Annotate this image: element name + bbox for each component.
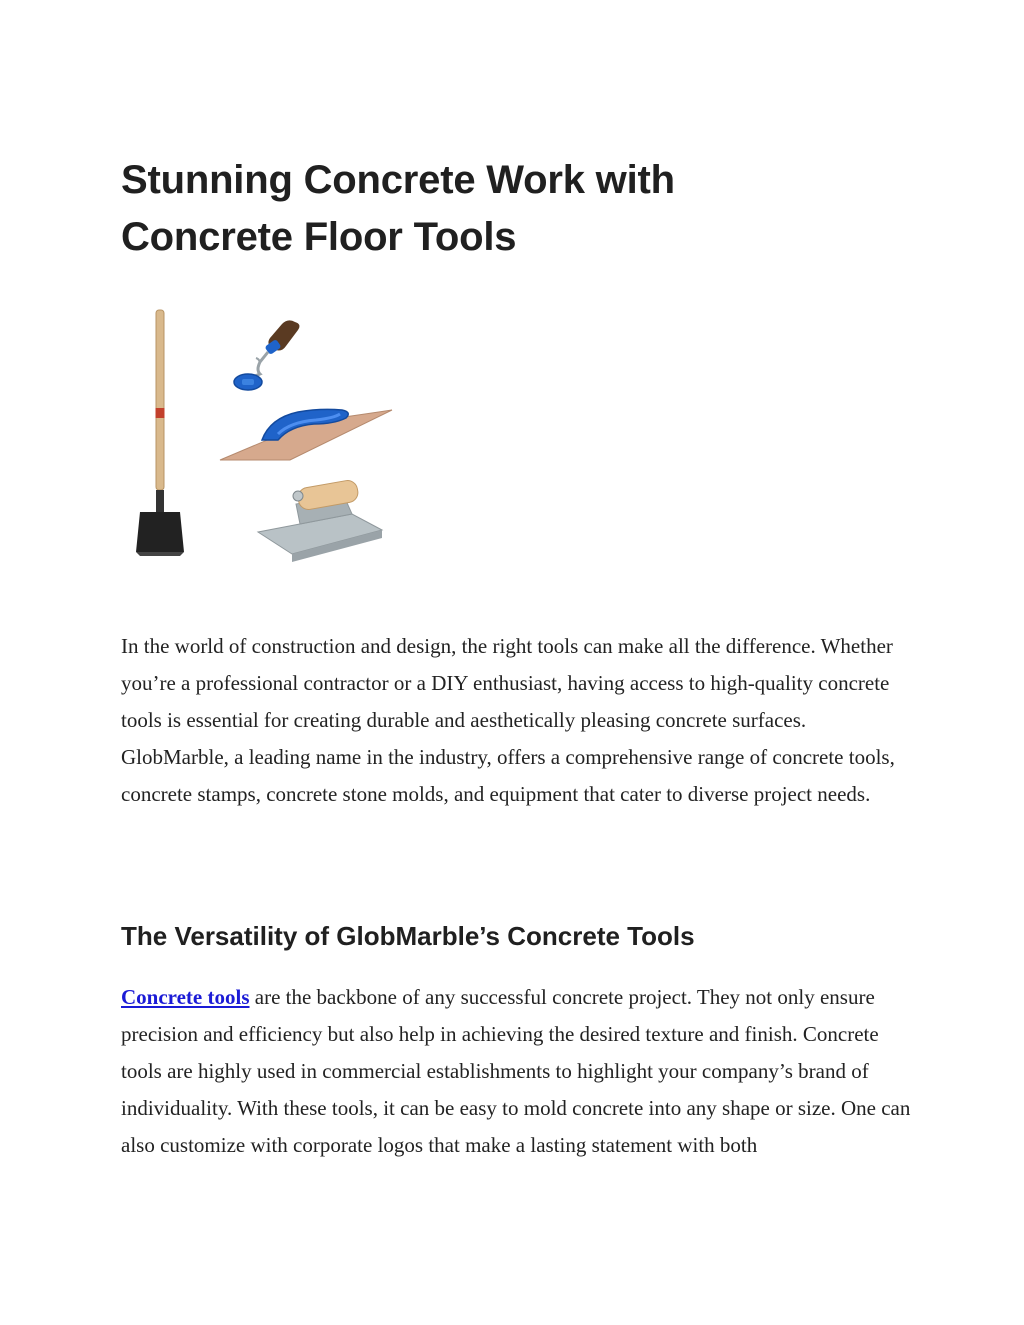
edging-roller-icon <box>234 320 299 390</box>
concrete-tools-link[interactable]: Concrete tools <box>121 985 250 1009</box>
concrete-tools-image <box>120 300 400 580</box>
section-paragraph <box>121 979 921 1164</box>
intro-paragraph: In the world of construction and design, the right tools can make all the difference. Whether you’re a professional contractor or a DIY enthusiast, having access to high-quality concrete tools is essential for creating durable and aesthetically pleasing concrete surfaces. GlobMarble, a leading name in the industry, offers a comprehensive range of concrete tools, concrete stamps, concrete stone molds, and equipment that cater to diverse project needs. <box>121 634 895 806</box>
section-heading: The Versatility of GlobMarble’s Concrete Tools <box>121 921 695 951</box>
section-paragraph-text: are the backbone of any successful concrete project. They not only ensure precision and efficiency but also help in achieving the desired texture and finish. Concrete tools are highly used in commercial establishments to highlight your company’s brand of individuality. With these tools, it can be easy to mold concrete into any shape or size. One can also customize with corporate logos that make a lasting statement with both <box>121 985 911 1157</box>
hand-edger-icon <box>258 479 382 562</box>
page-title: Stunning Concrete Work with Concrete Floor Tools <box>121 158 675 259</box>
tamper-icon <box>136 310 184 556</box>
magnesium-float-icon <box>220 409 392 460</box>
